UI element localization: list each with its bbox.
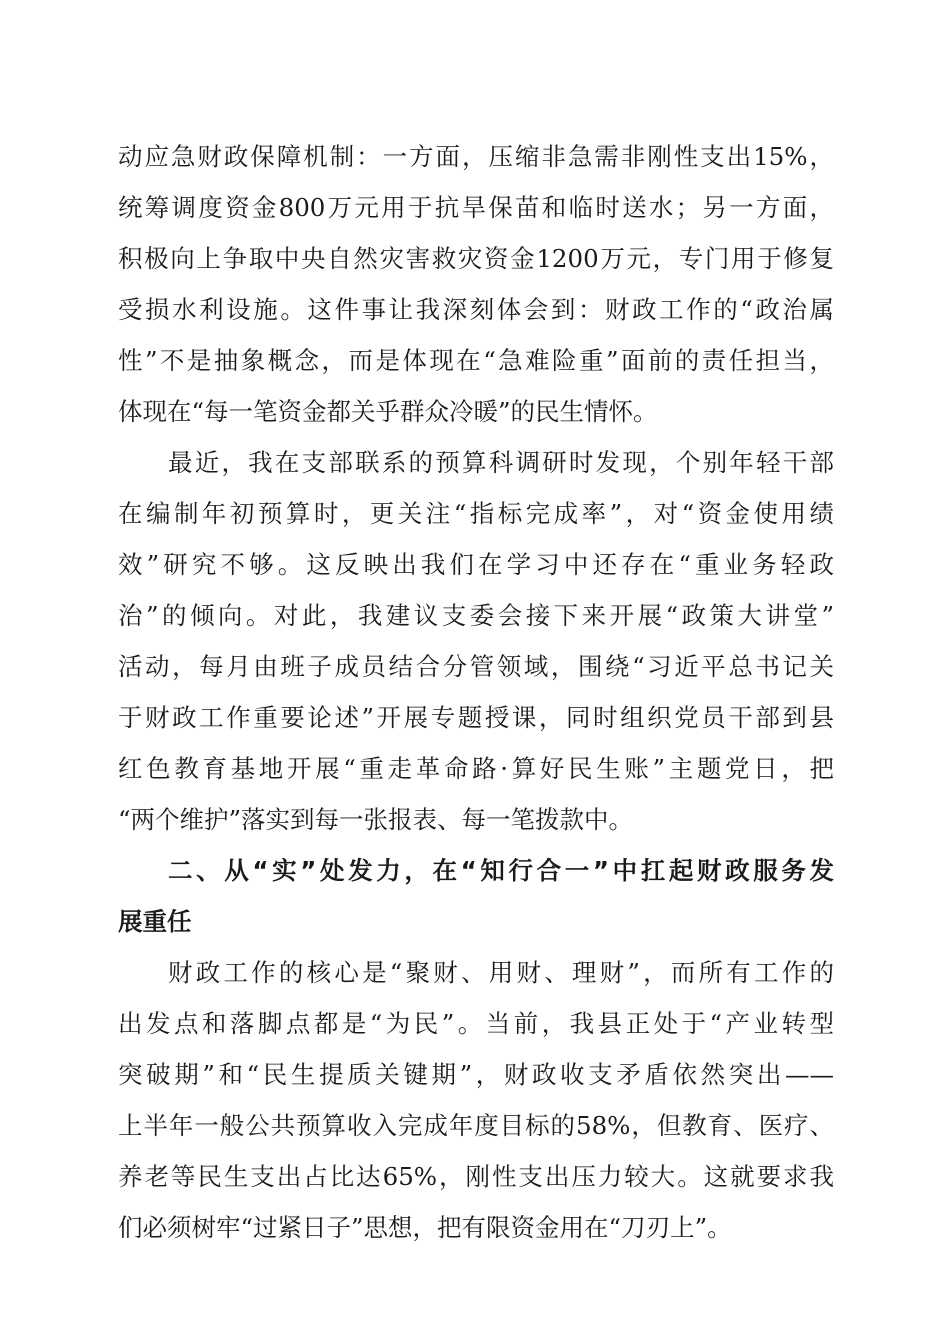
paragraph-budget-research xyxy=(118,437,834,845)
heading-line: 二、从“实”处发力，在“知行合一”中扛起财政服务发 xyxy=(168,856,834,885)
section-heading xyxy=(118,845,834,947)
text-line: 受损水利设施。这件事让我深刻体会到：财政工作的“政治属 xyxy=(118,295,834,324)
paragraph-fiscal-core xyxy=(118,947,834,1253)
text-line: 们必须树牢“过紧日子”思想，把有限资金用在“刀刃上”。 xyxy=(118,1213,732,1242)
text-line: 上半年一般公共预算收入完成年度目标的58%，但教育、医疗、 xyxy=(118,1111,834,1140)
text-line: 动应急财政保障机制：一方面，压缩非急需非刚性支出15%， xyxy=(118,142,834,171)
text-line: 性”不是抽象概念，而是体现在“急难险重”面前的责任担当， xyxy=(118,346,834,375)
text-line: 积极向上争取中央自然灾害救灾资金1200万元，专门用于修复 xyxy=(118,244,834,273)
text-line: 养老等民生支出占比达65%，刚性支出压力较大。这就要求我 xyxy=(118,1162,834,1191)
document-page xyxy=(118,131,834,1253)
text-line: 在编制年初预算时，更关注“指标完成率”，对“资金使用绩 xyxy=(118,499,834,528)
text-line: 治”的倾向。对此，我建议支委会接下来开展“政策大讲堂” xyxy=(118,601,834,630)
text-line: 出发点和落脚点都是“为民”。当前，我县正处于“产业转型 xyxy=(118,1009,834,1038)
text-line: 突破期”和“民生提质关键期”，财政收支矛盾依然突出—— xyxy=(118,1060,834,1089)
text-line: 财政工作的核心是“聚财、用财、理财”，而所有工作的 xyxy=(168,958,834,987)
text-line: 红色教育基地开展“重走革命路·算好民生账”主题党日，把 xyxy=(118,754,834,783)
text-line: 最近，我在支部联系的预算科调研时发现，个别年轻干部 xyxy=(168,448,834,477)
text-line: 统筹调度资金800万元用于抗旱保苗和临时送水；另一方面， xyxy=(118,193,834,222)
paragraph-emergency-funding xyxy=(118,131,834,437)
text-line: 效”研究不够。这反映出我们在学习中还存在“重业务轻政 xyxy=(118,550,834,579)
text-line: 于财政工作重要论述”开展专题授课，同时组织党员干部到县 xyxy=(118,703,834,732)
text-line: 体现在“每一笔资金都关乎群众冷暖”的民生情怀。 xyxy=(118,397,658,426)
text-line: “两个维护”落实到每一张报表、每一笔拨款中。 xyxy=(118,805,634,834)
text-line: 活动，每月由班子成员结合分管领域，围绕“习近平总书记关 xyxy=(118,652,834,681)
heading-line: 展重任 xyxy=(118,907,192,936)
